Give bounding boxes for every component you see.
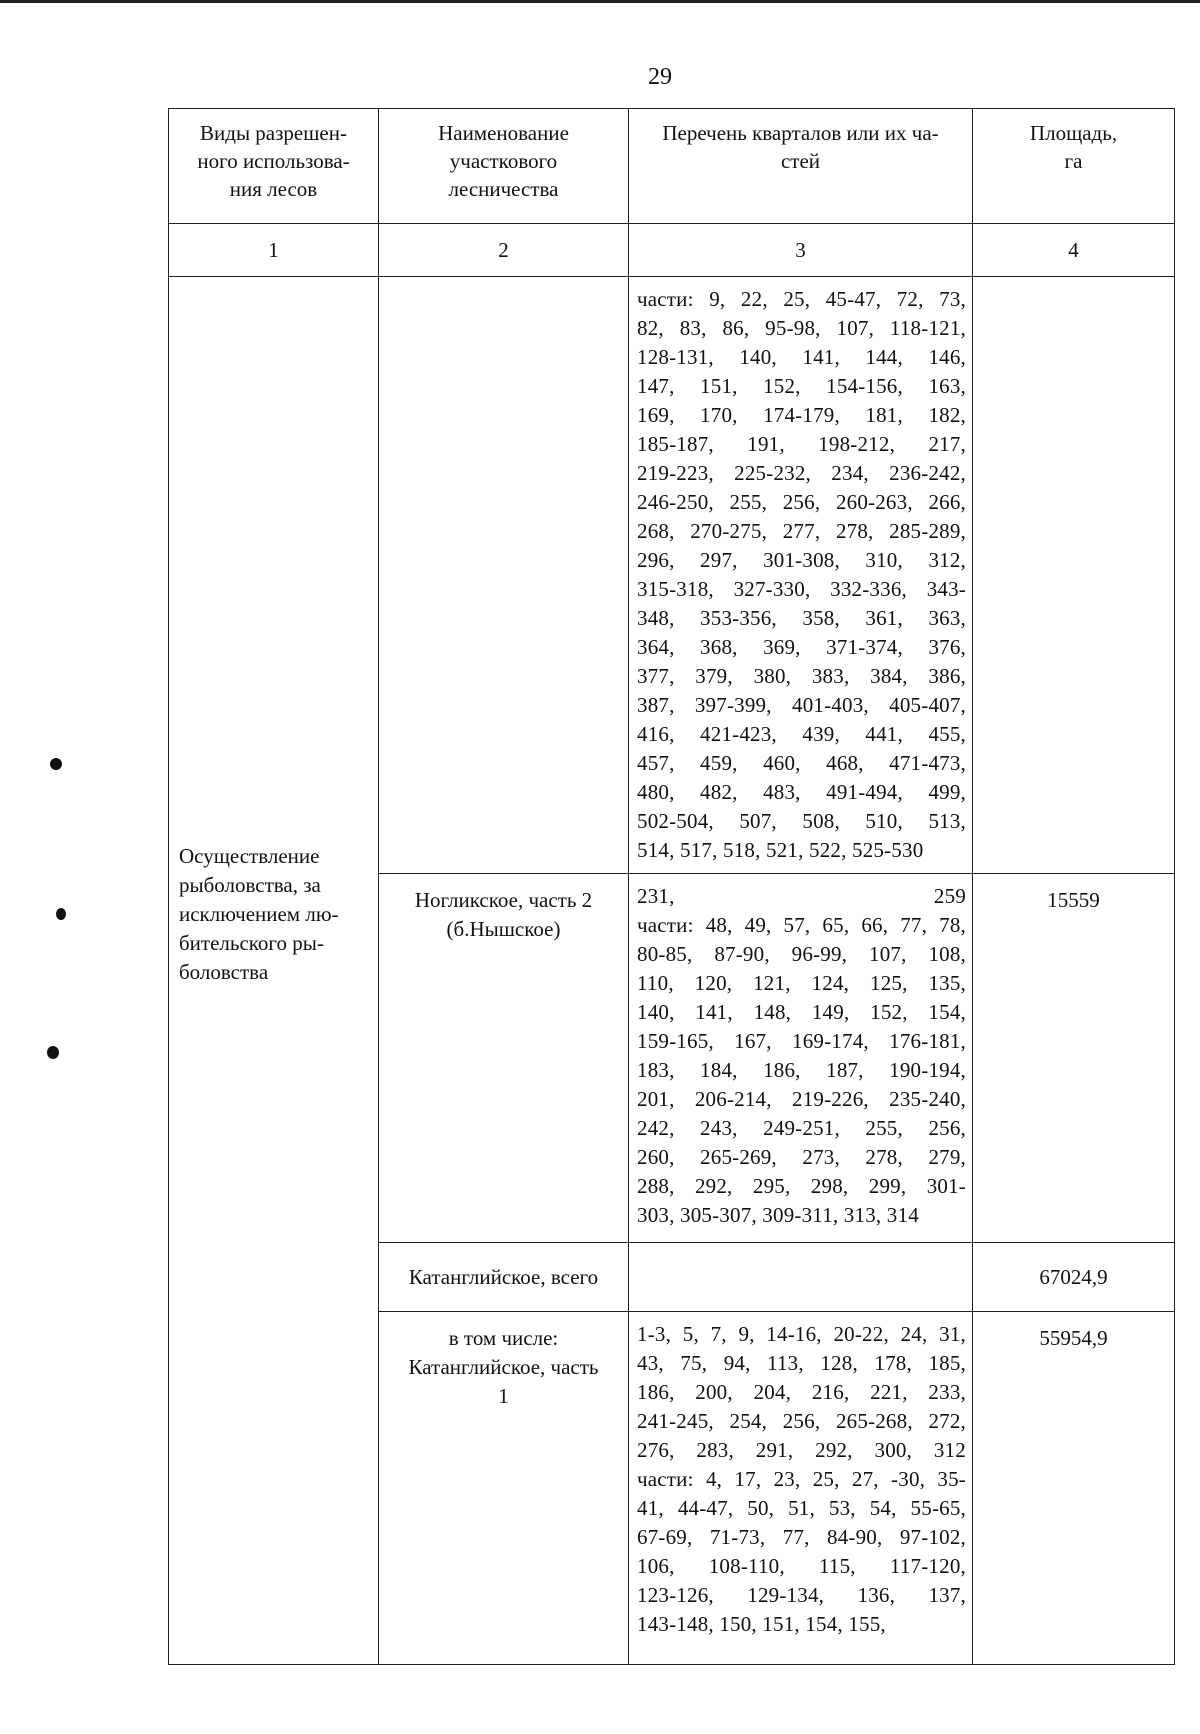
header-line: участкового	[449, 149, 558, 173]
quarters-line: 246-250, 255, 256, 260-263, 266,	[637, 490, 966, 514]
top-scan-edge	[0, 0, 1200, 3]
quarters-line: 183, 184, 186, 187, 190-194,	[637, 1058, 966, 1082]
quarters-line: 140, 141, 148, 149, 152, 154,	[637, 1000, 966, 1024]
quarters-line: 43, 75, 94, 113, 128, 178, 185,	[637, 1351, 966, 1375]
quarters-line: 185-187, 191, 198-212, 217,	[637, 432, 966, 456]
forestry-name-line: 1	[498, 1384, 509, 1408]
header-line: Перечень кварталов или их ча-	[662, 121, 939, 145]
header-line: Наименование	[438, 121, 569, 145]
quarters-line: 231, 259	[637, 884, 966, 908]
quarters-line: 123-126, 129-134, 136, 137,	[637, 1583, 966, 1607]
header-line: Площадь,	[1029, 121, 1118, 145]
header-line: га	[1064, 149, 1083, 173]
quarters-line: 502-504, 507, 508, 510, 513,	[637, 809, 966, 833]
area-cell: 15559	[973, 874, 1175, 1243]
quarters-line: 219-223, 225-232, 234, 236-242,	[637, 461, 966, 485]
usage-type-cell	[169, 277, 379, 1665]
header-line: ного использова-	[197, 149, 350, 173]
quarters-line: 514, 517, 518, 521, 522, 525-530	[637, 838, 924, 862]
column-number: 1	[169, 224, 379, 277]
table-row	[169, 277, 1175, 874]
quarters-line: 387, 397-399, 401-403, 405-407,	[637, 693, 966, 717]
quarters-line: 260, 265-269, 273, 278, 279,	[637, 1145, 966, 1169]
quarters-line: 480, 482, 483, 491-494, 499,	[637, 780, 966, 804]
quarters-cell	[629, 1243, 973, 1312]
area-cell: 55954,9	[973, 1312, 1175, 1665]
quarters-line: части: 4, 17, 23, 25, 27, -30, 35-	[637, 1467, 966, 1491]
quarters-line: 377, 379, 380, 383, 384, 386,	[637, 664, 966, 688]
quarters-line: 80-85, 87-90, 96-99, 107, 108,	[637, 942, 966, 966]
quarters-line: 315-318, 327-330, 332-336, 343-	[637, 577, 966, 601]
quarters-line: 82, 83, 86, 95-98, 107, 118-121,	[637, 316, 966, 340]
quarters-line: 242, 243, 249-251, 255, 256,	[637, 1116, 966, 1140]
header-usage-type	[169, 109, 379, 224]
forestry-name-line: в том числе:	[448, 1326, 559, 1350]
column-number: 2	[379, 224, 629, 277]
quarters-line: 147, 151, 152, 154-156, 163,	[637, 374, 966, 398]
quarters-line: 159-165, 167, 169-174, 176-181,	[637, 1029, 966, 1053]
quarters-cell	[629, 1312, 973, 1665]
header-forestry-name	[379, 109, 629, 224]
header-row	[169, 109, 1175, 224]
quarters-line: 186, 200, 204, 216, 221, 233,	[637, 1380, 966, 1404]
forestry-name-line: Катанглийское, часть	[408, 1355, 599, 1379]
quarters-line: 110, 120, 121, 124, 125, 135,	[637, 971, 966, 995]
usage-type-line: Осуществление	[179, 844, 320, 868]
quarters-line: 457, 459, 460, 468, 471-473,	[637, 751, 966, 775]
header-area	[973, 109, 1175, 224]
forestry-name-cell	[379, 1243, 629, 1312]
forestry-name-line: Ногликское, часть 2	[414, 888, 593, 912]
quarters-cell	[629, 277, 973, 874]
forest-use-table	[168, 108, 1175, 1665]
header-line: лесничества	[448, 177, 559, 201]
quarters-line: 364, 368, 369, 371-374, 376,	[637, 635, 966, 659]
quarters-cell	[629, 874, 973, 1243]
quarters-line: 106, 108-110, 115, 117-120,	[637, 1554, 966, 1578]
usage-type-text	[179, 842, 370, 987]
quarters-line: 288, 292, 295, 298, 299, 301-	[637, 1174, 966, 1198]
usage-type-line: исключением лю-	[179, 902, 339, 926]
quarters-line: 128-131, 140, 141, 144, 146,	[637, 345, 966, 369]
forestry-name-cell	[379, 277, 629, 874]
quarters-line: 169, 170, 174-179, 181, 182,	[637, 403, 966, 427]
quarters-line: 143-148, 150, 151, 154, 155,	[637, 1612, 886, 1636]
quarters-line: 67-69, 71-73, 77, 84-90, 97-102,	[637, 1525, 966, 1549]
header-line: Виды разрешен-	[200, 121, 347, 145]
forestry-name-line: Катанглийское, всего	[408, 1264, 599, 1289]
quarters-line: 201, 206-214, 219-226, 235-240,	[637, 1087, 966, 1111]
quarters-line: 1-3, 5, 7, 9, 14-16, 20-22, 24, 31,	[637, 1322, 966, 1346]
forestry-name-cell	[379, 1312, 629, 1665]
header-quarters-list	[629, 109, 973, 224]
column-number-row	[169, 224, 1175, 277]
header-line: ния лесов	[229, 177, 318, 201]
header-line: стей	[780, 149, 821, 173]
quarters-line: 276, 283, 291, 292, 300, 312	[637, 1438, 966, 1462]
quarters-line: 303, 305-307, 309-311, 313, 314	[637, 1203, 919, 1227]
quarters-line: 348, 353-356, 358, 361, 363,	[637, 606, 966, 630]
column-number: 3	[629, 224, 973, 277]
quarters-line: 41, 44-47, 50, 51, 53, 54, 55-65,	[637, 1496, 966, 1520]
quarters-line: 268, 270-275, 277, 278, 285-289,	[637, 519, 966, 543]
area-cell: 67024,9	[973, 1243, 1175, 1312]
area-cell	[973, 277, 1175, 874]
usage-type-line: бительского ры-	[179, 931, 324, 955]
scan-speck	[50, 758, 62, 770]
quarters-line: 241-245, 254, 256, 265-268, 272,	[637, 1409, 966, 1433]
quarters-line: части: 48, 49, 57, 65, 66, 77, 78,	[637, 913, 966, 937]
usage-type-line: рыболовства, за	[179, 873, 321, 897]
column-number: 4	[973, 224, 1175, 277]
forestry-name-cell	[379, 874, 629, 1243]
forestry-name-line: (б.Нышское)	[446, 917, 561, 941]
scan-speck	[47, 1046, 59, 1059]
page-number: 29	[648, 64, 672, 90]
quarters-line: 416, 421-423, 439, 441, 455,	[637, 722, 966, 746]
quarters-line: части: 9, 22, 25, 45-47, 72, 73,	[637, 287, 966, 311]
usage-type-line: боловства	[179, 960, 269, 984]
scan-speck	[56, 908, 66, 920]
quarters-line: 296, 297, 301-308, 310, 312,	[637, 548, 966, 572]
